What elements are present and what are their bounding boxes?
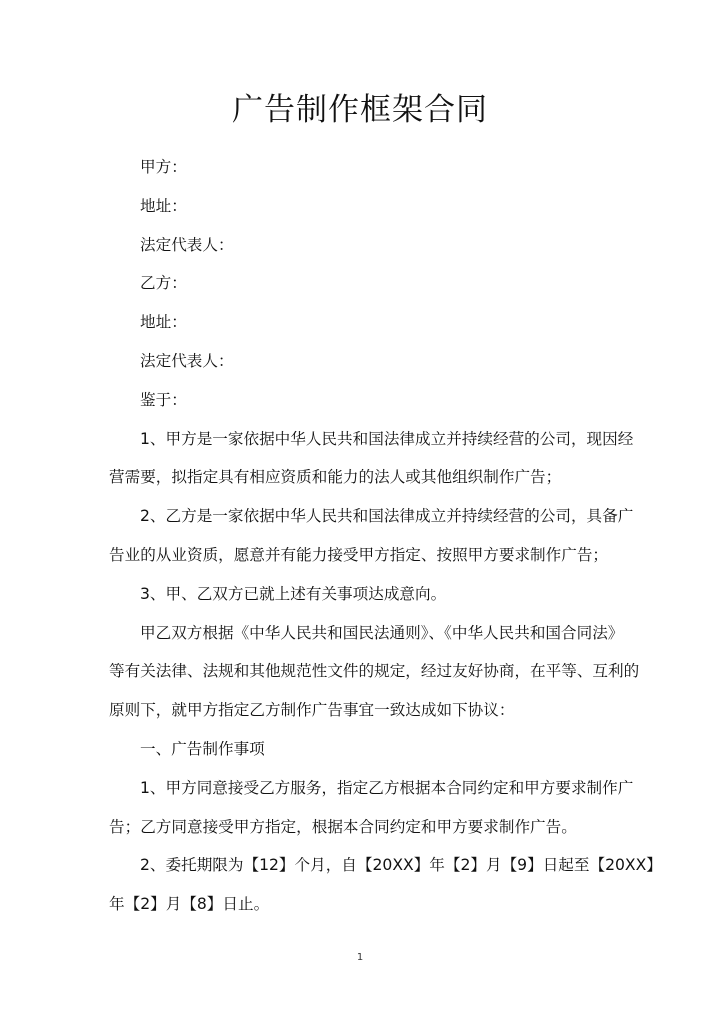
party-b-legal-rep-label: 法定代表人： [140,351,234,370]
clause-1-2-line-1: 2、委托期限为【12】个月，自【20XX】年【2】月【9】日起至【20XX】 [140,856,662,875]
preamble-line-1: 甲乙双方根据《中华人民共和国民法通则》、《中华人民共和国合同法》 [140,623,624,642]
recital-1-line-1: 1、甲方是一家依据中华人民共和国法律成立并持续经营的公司，现因经 [140,429,634,448]
preamble-line-2: 等有关法律、法规和其他规范性文件的规定，经过友好协商，在平等、互利的 [109,662,640,681]
recital-2-line-1: 2、乙方是一家依据中华人民共和国法律成立并持续经营的公司，具备广 [140,507,634,526]
party-a-label: 甲方： [140,158,187,176]
recital-1-line-2: 营需要，拟指定具有相应资质和能力的法人或其他组织制作广告； [109,468,562,487]
party-b-address-label: 地址： [140,313,187,332]
document-body [109,148,662,924]
document-title: 广告制作框架合同 [232,92,488,128]
recital-2-line-2: 告业的从业资质，愿意并有能力接受甲方指定、按照甲方要求制作广告； [109,545,609,564]
clause-1-2-line-2: 年【2】月【8】日止。 [109,895,270,914]
section-1-heading: 一、广告制作事项 [140,739,265,758]
party-a-address-label: 地址： [140,196,187,215]
preamble-line-3: 原则下，就甲方指定乙方制作广告事宜一致达成如下协议： [109,701,515,720]
party-b-label: 乙方： [140,274,187,293]
clause-1-1-line-2: 告；乙方同意接受甲方指定，根据本合同约定和甲方要求制作广告。 [109,817,577,836]
page-number: 1 [356,952,364,963]
whereas-heading: 鉴于： [140,390,187,409]
party-a-legal-rep-label: 法定代表人： [140,235,234,254]
recital-3: 3、甲、乙双方已就上述有关事项达成意向。 [140,584,447,603]
clause-1-1-line-1: 1、甲方同意接受乙方服务，指定乙方根据本合同约定和甲方要求制作广 [140,778,634,797]
